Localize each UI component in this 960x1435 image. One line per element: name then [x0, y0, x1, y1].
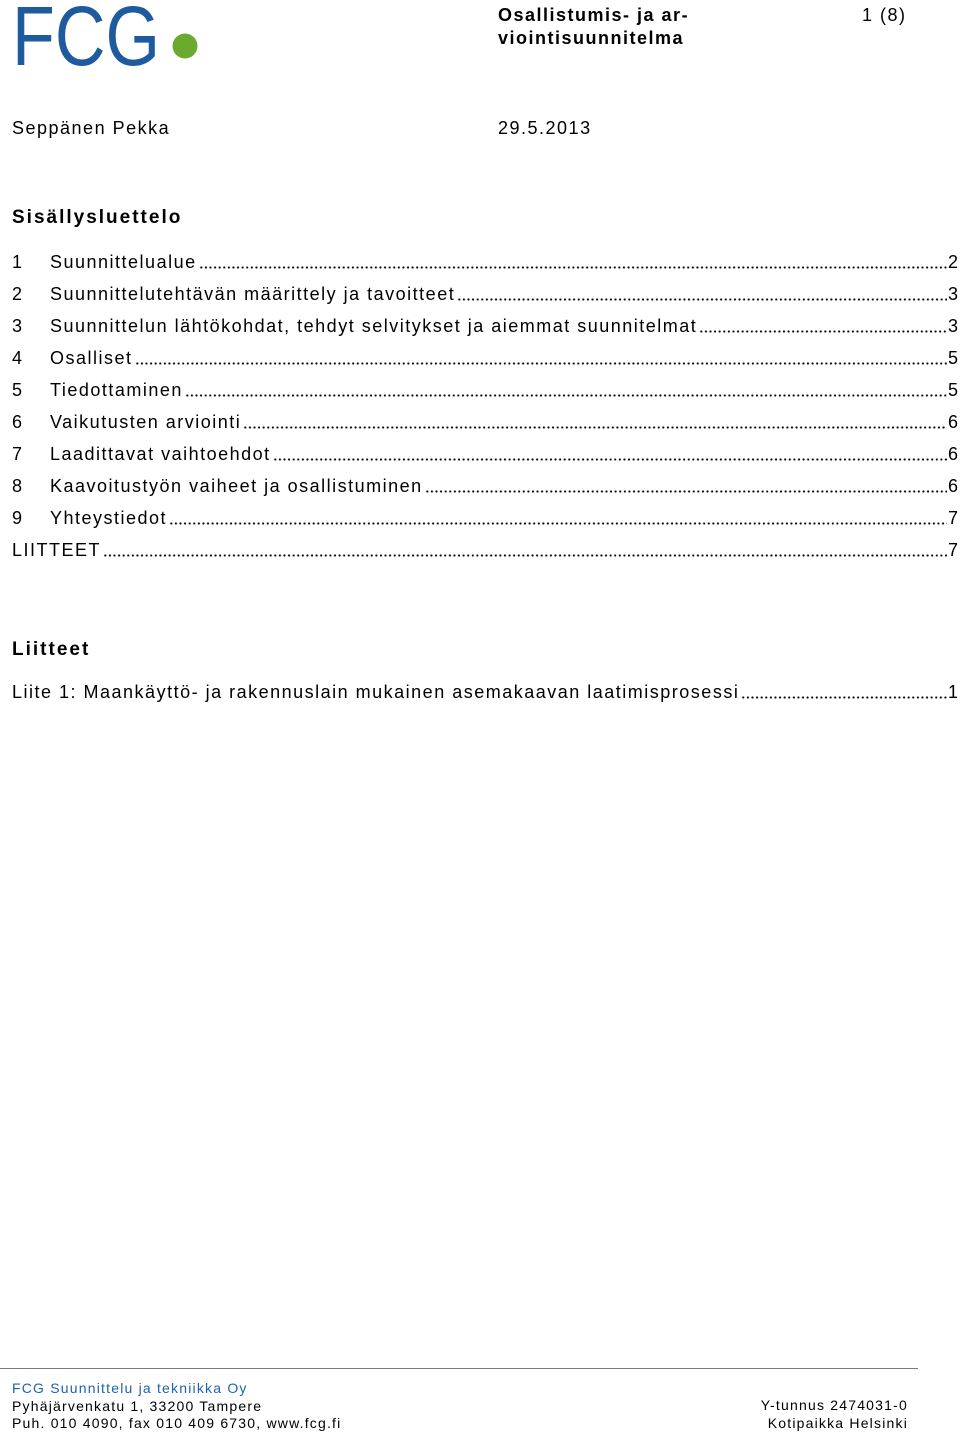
- footer-domicile: Kotipaikka Helsinki: [767, 1414, 908, 1431]
- toc-leader-dots: [243, 426, 947, 429]
- toc-entry-number: 1: [12, 252, 24, 272]
- footer-company-info: [12, 1380, 341, 1433]
- toc-entry-page: 6: [947, 412, 958, 432]
- toc-entry-title: Kaavoitustyön vaiheet ja osallistuminen: [50, 476, 423, 496]
- appendices-list: [12, 676, 958, 708]
- document-date: 29.5.2013: [498, 118, 592, 138]
- document-title-line: viointisuunnitelma: [498, 28, 685, 48]
- toc-entry-page: 7: [947, 540, 958, 560]
- footer-contact: Puh. 010 4090, fax 010 409 6730, www.fcg.fi: [12, 1415, 342, 1431]
- appendices-heading: Liitteet: [12, 639, 91, 660]
- toc-leader-dots: [699, 330, 947, 333]
- toc-entry-number: 2: [12, 284, 24, 304]
- toc-entry-title: Suunnittelutehtävän määrittely ja tavoitteet: [50, 284, 456, 304]
- toc-entry-number: 9: [12, 508, 24, 528]
- footer-registration-info: [761, 1397, 908, 1432]
- toc-entry-number: 4: [12, 348, 24, 368]
- author-name: Seppänen Pekka: [12, 118, 171, 138]
- toc-entry[interactable]: [12, 374, 958, 406]
- appendix-entry[interactable]: [12, 676, 958, 708]
- toc-entry-page: 2: [947, 252, 958, 272]
- table-of-contents: [12, 246, 958, 566]
- toc-heading: Sisällysluettelo: [12, 207, 183, 228]
- toc-entry-title: LIITTEET: [12, 540, 102, 560]
- toc-entry[interactable]: [12, 278, 958, 310]
- document-title-line: Osallistumis- ja ar-: [498, 5, 690, 25]
- toc-entry[interactable]: [12, 534, 958, 566]
- toc-entry[interactable]: [12, 342, 958, 374]
- toc-entry[interactable]: [12, 470, 958, 502]
- toc-entry-page: 3: [947, 316, 958, 336]
- toc-entry[interactable]: [12, 502, 958, 534]
- fcg-logo-dot: [173, 34, 198, 59]
- toc-leader-dots: [135, 362, 947, 365]
- footer-divider: [0, 1368, 918, 1369]
- toc-entry-title: Suunnittelualue: [50, 252, 197, 272]
- fcg-logo-lettering: FCG: [12, 0, 160, 83]
- toc-entry-page: 6: [947, 476, 958, 496]
- toc-leader-dots: [169, 522, 947, 525]
- toc-entry[interactable]: [12, 246, 958, 278]
- toc-leader-dots: [425, 490, 947, 493]
- document-title: [498, 4, 689, 50]
- toc-entry-title: Vaikutusten arviointi: [50, 412, 242, 432]
- appendix-entry-title: Liite 1: Maankäyttö- ja rakennuslain mukainen asemakaavan laatimisprosessi: [12, 682, 740, 702]
- fcg-logo: [10, 0, 210, 83]
- toc-entry[interactable]: [12, 310, 958, 342]
- toc-leader-dots: [199, 266, 947, 269]
- toc-entry[interactable]: [12, 438, 958, 470]
- footer-business-id: Y-tunnus 2474031-0: [760, 1397, 908, 1413]
- toc-entry-page: 3: [947, 284, 958, 304]
- page-number: 1 (8): [862, 5, 907, 25]
- toc-entry-page: 5: [947, 380, 958, 400]
- toc-entry-number: 8: [12, 476, 24, 496]
- toc-entry-title: Tiedottaminen: [50, 380, 183, 400]
- footer-company-name: FCG Suunnittelu ja tekniikka Oy: [12, 1380, 248, 1396]
- toc-leader-dots: [273, 458, 947, 461]
- toc-entry-page: 5: [947, 348, 958, 368]
- toc-entry-page: 7: [947, 508, 958, 528]
- toc-entry-title: Osalliset: [50, 348, 133, 368]
- toc-leader-dots: [457, 298, 947, 301]
- toc-entry-number: 6: [12, 412, 24, 432]
- toc-entry-number: 7: [12, 444, 24, 464]
- toc-entry-title: Suunnittelun lähtökohdat, tehdyt selvitykset ja aiemmat suunnitelmat: [50, 316, 698, 336]
- toc-leader-dots: [185, 394, 947, 397]
- toc-entry-page: 6: [947, 444, 958, 464]
- footer-address: Pyhäjärvenkatu 1, 33200 Tampere: [12, 1397, 263, 1414]
- toc-entry-number: 5: [12, 380, 24, 400]
- toc-entry[interactable]: [12, 406, 958, 438]
- toc-entry-number: 3: [12, 316, 24, 336]
- toc-entry-title: Laadittavat vaihtoehdot: [50, 444, 271, 464]
- appendix-entry-page: 1: [947, 682, 958, 702]
- appendix-leader-dots: [741, 696, 947, 699]
- toc-entry-title: Yhteystiedot: [50, 508, 168, 528]
- toc-leader-dots: [103, 554, 947, 557]
